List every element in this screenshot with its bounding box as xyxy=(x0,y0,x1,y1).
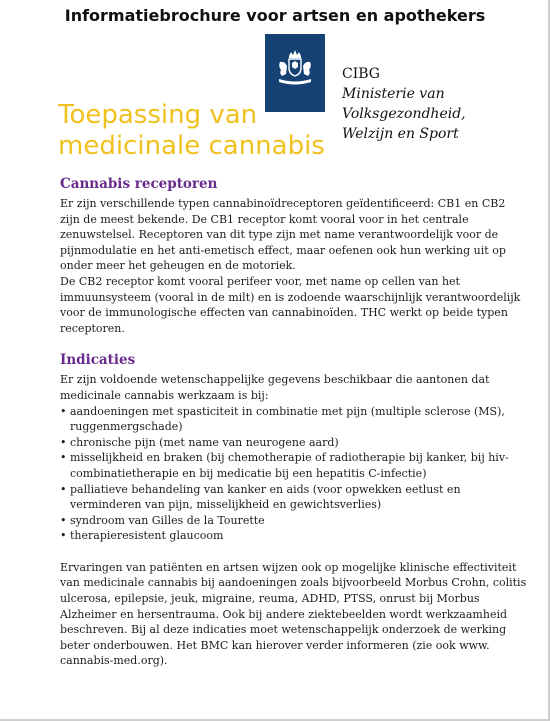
ministry-name-line2: Welzijn en Sport xyxy=(342,126,459,142)
indications-list xyxy=(60,404,528,544)
paragraph: Er zijn verschillende typen cannabinoïdreceptoren geïdentificeerd: CB1 en CB2 zijn de meest bekende. De CB1 receptor komt vooral voor in het centrale zenuwstelsel. Receptoren van dit type zijn met name verantwoordelijk voor de pijnmodulatie en het anti-emetisch effect, maar oefenen ook hun werking uit op onder meer het geheugen en de motoriek. xyxy=(60,197,506,273)
section-indications xyxy=(60,352,528,669)
paragraph: De CB2 receptor komt vooral perifeer voor, met name op cellen van het immuunsysteem (vooral in de milt) en is zodoende waarschijnlijk verantwoordelijk voor de immunologische effecten van cannabinoïden. THC werkt op beide typen receptoren. xyxy=(60,274,521,335)
list-item: • misselijkheid en braken (bij chemotherapie of radiotherapie bij kanker, bij hiv-combinatietherapie en bij medicatie bij een hepatitis C-infectie) xyxy=(60,450,528,481)
list-item: • aandoeningen met spasticiteit in combinatie met pijn (multiple sclerose (MS), ruggenmergschade) xyxy=(60,404,528,435)
list-item: • palliatieve behandeling van kanker en aids (voor opwekken eetlust en verminderen van pijn, misselijkheid en gewichtsverlies) xyxy=(60,482,528,513)
list-item: • chronische pijn (met name van neurogene aard) xyxy=(60,435,528,451)
organization-abbreviation: CIBG xyxy=(342,66,380,82)
section-receptors xyxy=(60,176,528,336)
intro-paragraph: Er zijn voldoende wetenschappelijke gegevens beschikbaar die aantonen dat medicinale cannabis werkzaam is bij: xyxy=(60,373,490,402)
closing-paragraph: Ervaringen van patiënten en artsen wijzen ook op mogelijke klinische effectiviteit van medicinale cannabis bij aandoeningen zoals bijvoorbeeld Morbus Crohn, colitis ulcerosa, epilepsie, jeuk, migraine, reuma, ADHD, PTSS, onrust bij Morbus Alzheimer en hersentrauma. Ook bij andere ziektebeelden wordt werkzaamheid beschreven. Bij al deze indicaties moet wetenschappelijk onderzoek de werking beter onderbouwen. Het BMC kan hierover verder informeren (zie ook www. cannabis-med.org). xyxy=(60,560,527,668)
organization-name xyxy=(342,64,548,144)
section-heading: Indicaties xyxy=(60,352,136,369)
ministry-name-line1: Ministerie van Volksgezondheid, xyxy=(342,86,466,122)
page-title xyxy=(58,100,325,162)
list-item: • therapieresistent glaucoom xyxy=(60,528,528,544)
list-item: • syndroom van Gilles de la Tourette xyxy=(60,513,528,529)
document-header: Informatiebrochure voor artsen en apothekers xyxy=(64,6,486,25)
main-content xyxy=(60,176,528,669)
title-line1: Toepassing van xyxy=(58,100,258,130)
section-heading: Cannabis receptoren xyxy=(60,176,218,192)
title-line2: medicinale cannabis xyxy=(58,131,325,161)
